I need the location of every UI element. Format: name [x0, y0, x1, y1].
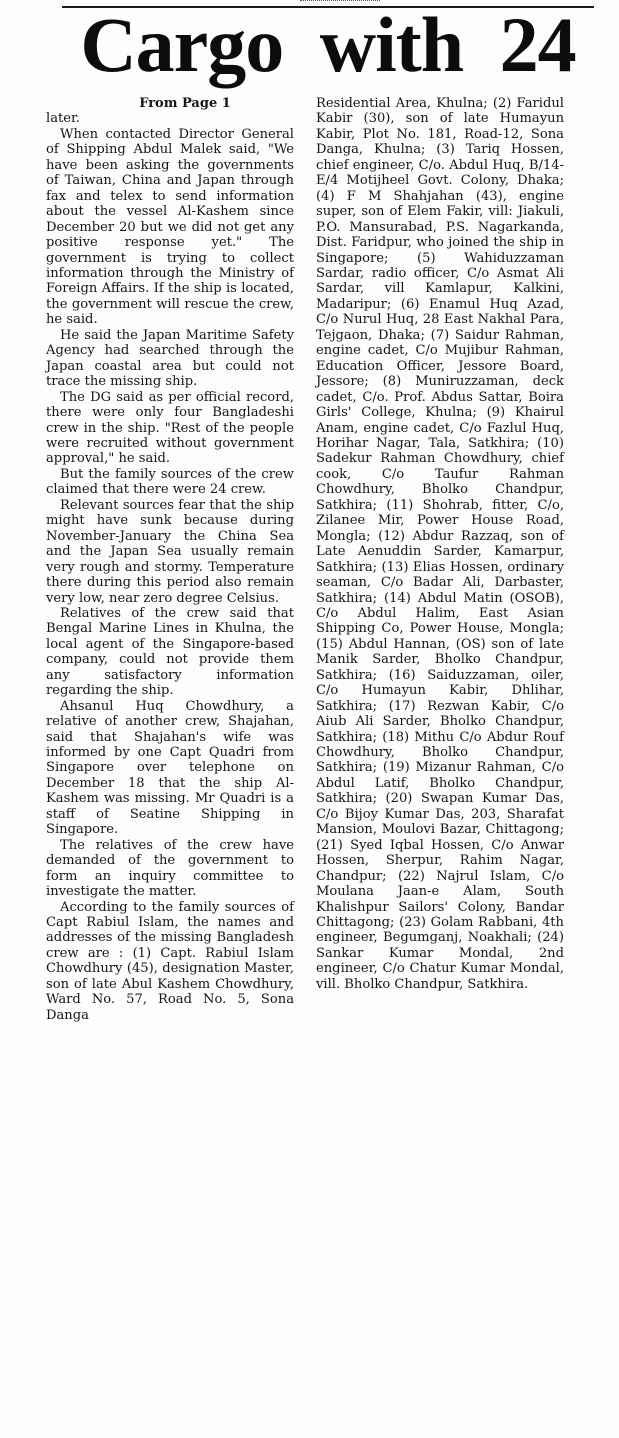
article-paragraph: When contacted Director General of Shipping Abdul Malek said, "We have been asking the governments of Taiwan, China and Japan through fax and telex to send information about the vessel Al-Kashem since December 20 but we did not get any positive response yet." The government is trying to collect information through the Ministry of Foreign Affairs. If the ship is located, the government will rescue the crew, he said. [46, 126, 294, 328]
article-paragraph: The DG said as per official record, there were only four Bangladeshi crew in the ship. "Rest of the people were recruited without government approval," he said. [46, 389, 294, 467]
right-column [316, 96, 564, 992]
article-paragraph: Ahsanul Huq Chowdhury, a relative of another crew, Shajahan, said that Shajahan's wife was informed by one Capt Quadri from Singapore over telephone on December 18 that the ship Al-Kashem was missing. Mr Quadri is a staff of Seatine Shipping in Singapore. [46, 698, 294, 838]
article-paragraph: The relatives of the crew have demanded of the government to form an inquiry committee to investigate the matter. [46, 837, 294, 900]
article-paragraph: According to the family sources of Capt Rabiul Islam, the names and addresses of the missing Bangladesh crew are : (1) Capt. Rabiul Islam Chowdhury (45), designation Master, son of late Abul Kashem Chowdhury, Ward No. 57, Road No. 5, Sona Danga [46, 899, 294, 1023]
article-paragraph: But the family sources of the crew claimed that there were 24 crew. [46, 466, 294, 498]
article-paragraph: Relatives of the crew said that Bengal Marine Lines in Khulna, the local agent of the Singapore-based company, could not provide them any satisfactory information regarding the ship. [46, 605, 294, 699]
crew-list-paragraph: Residential Area, Khulna; (2) Faridul Kabir (30), son of late Humayun Kabir, Plot No. 181, Road-12, Sona Danga, Khulna; (3) Tariq Hossen, chief engineer, C/o. Abdul Huq, B/14-E/4 Motijheel Govt. Colony, Dhaka; (4) F M Shahjahan (43), engine super, son of Elem Fakir, vill: Jiakuli, P.O. Mansurabad, P.S. Nagarkanda, Dist. Faridpur, who joined the ship in Singapore; (5) Wahiduzzaman Sardar, radio officer, C/o Asmat Ali Sardar, vill Kamlapur, Kalkini, Madaripur; (6) Enamul Huq Azad, C/o Nurul Huq, 28 East Nakhal Para, Tejgaon, Dhaka; (7) Saidur Rahman, engine cadet, C/o Mujibur Rahman, Education Officer, Jessore Board, Jessore; (8) Muniruzzaman, deck cadet, C/o. Prof. Abdus Sattar, Boira Girls' College, Khulna; (9) Khairul Anam, engine cadet, C/o Fazlul Huq, Horihar Nagar, Tala, Satkhira; (10) Sadekur Rahman Chowdhury, chief cook, C/o Taufur Rahman Chowdhury, Bholko Chandpur, Satkhira; (11) Shohrab, fitter, C/o, Zilanee Mir, Power House Road, Mongla; (12) Abdur Razzaq, son of Late Aenuddin Sarder, Kamarpur, Satkhira; (13) Elias Hossen, ordinary seaman, C/o Badar Ali, Darbaster, Satkhira; (14) Abdul Matin (OSOB), C/o Abdul Halim, East Asian Shipping Co, Power House, Mongla; (15) Abdul Hannan, (OS) son of late Manik Sarder, Bholko Chandpur, Satkhira; (16) Saiduzzaman, oiler, C/o Humayun Kabir, Dhlihar, Satkhira; (17) Rezwan Kabir, C/o Aiub Ali Sarder, Bholko Chandpur, Satkhira; (18) Mithu C/o Abdur Rouf Chowdhury, Bholko Chandpur, Satkhira; (19) Mizanur Rahman, C/o Abdul Latif, Bholko Chandpur, Satkhira; (20) Swapan Kumar Das, C/o Bijoy Kumar Das, 203, Sharafat Mansion, Moulovi Bazar, Chittagong; (21) Syed Iqbal Hossen, C/o Anwar Hossen, Sherpur, Rahim Nagar, Chandpur; (22) Najrul Islam, C/o Moulana Jaan-e Alam, South Khalishpur Sailors' Colony, Bandar Chittagong; (23) Golam Rabbani, 4th engineer, Begumganj, Noakhali; (24) Sankar Kumar Mondal, 2nd engineer, C/o Chatur Kumar Mondal, vill. Bholko Chandpur, Satkhira. [316, 96, 564, 992]
article-paragraph: He said the Japan Maritime Safety Agency had searched through the Japan coastal area but could not trace the missing ship. [46, 327, 294, 390]
continuation-kicker: From Page 1 [139, 96, 231, 111]
left-column [46, 96, 294, 1023]
article-paragraph: later. [46, 111, 80, 127]
column-gutter [304, 94, 305, 1394]
headline: Cargo with 24 [80, 1, 576, 88]
article-paragraph: Relevant sources fear that the ship might have sunk because during November-January the China Sea and the Japan Sea usually remain very rough and stormy. Temperature there during this period also remain very low, near zero degree Celsius. [46, 497, 294, 606]
